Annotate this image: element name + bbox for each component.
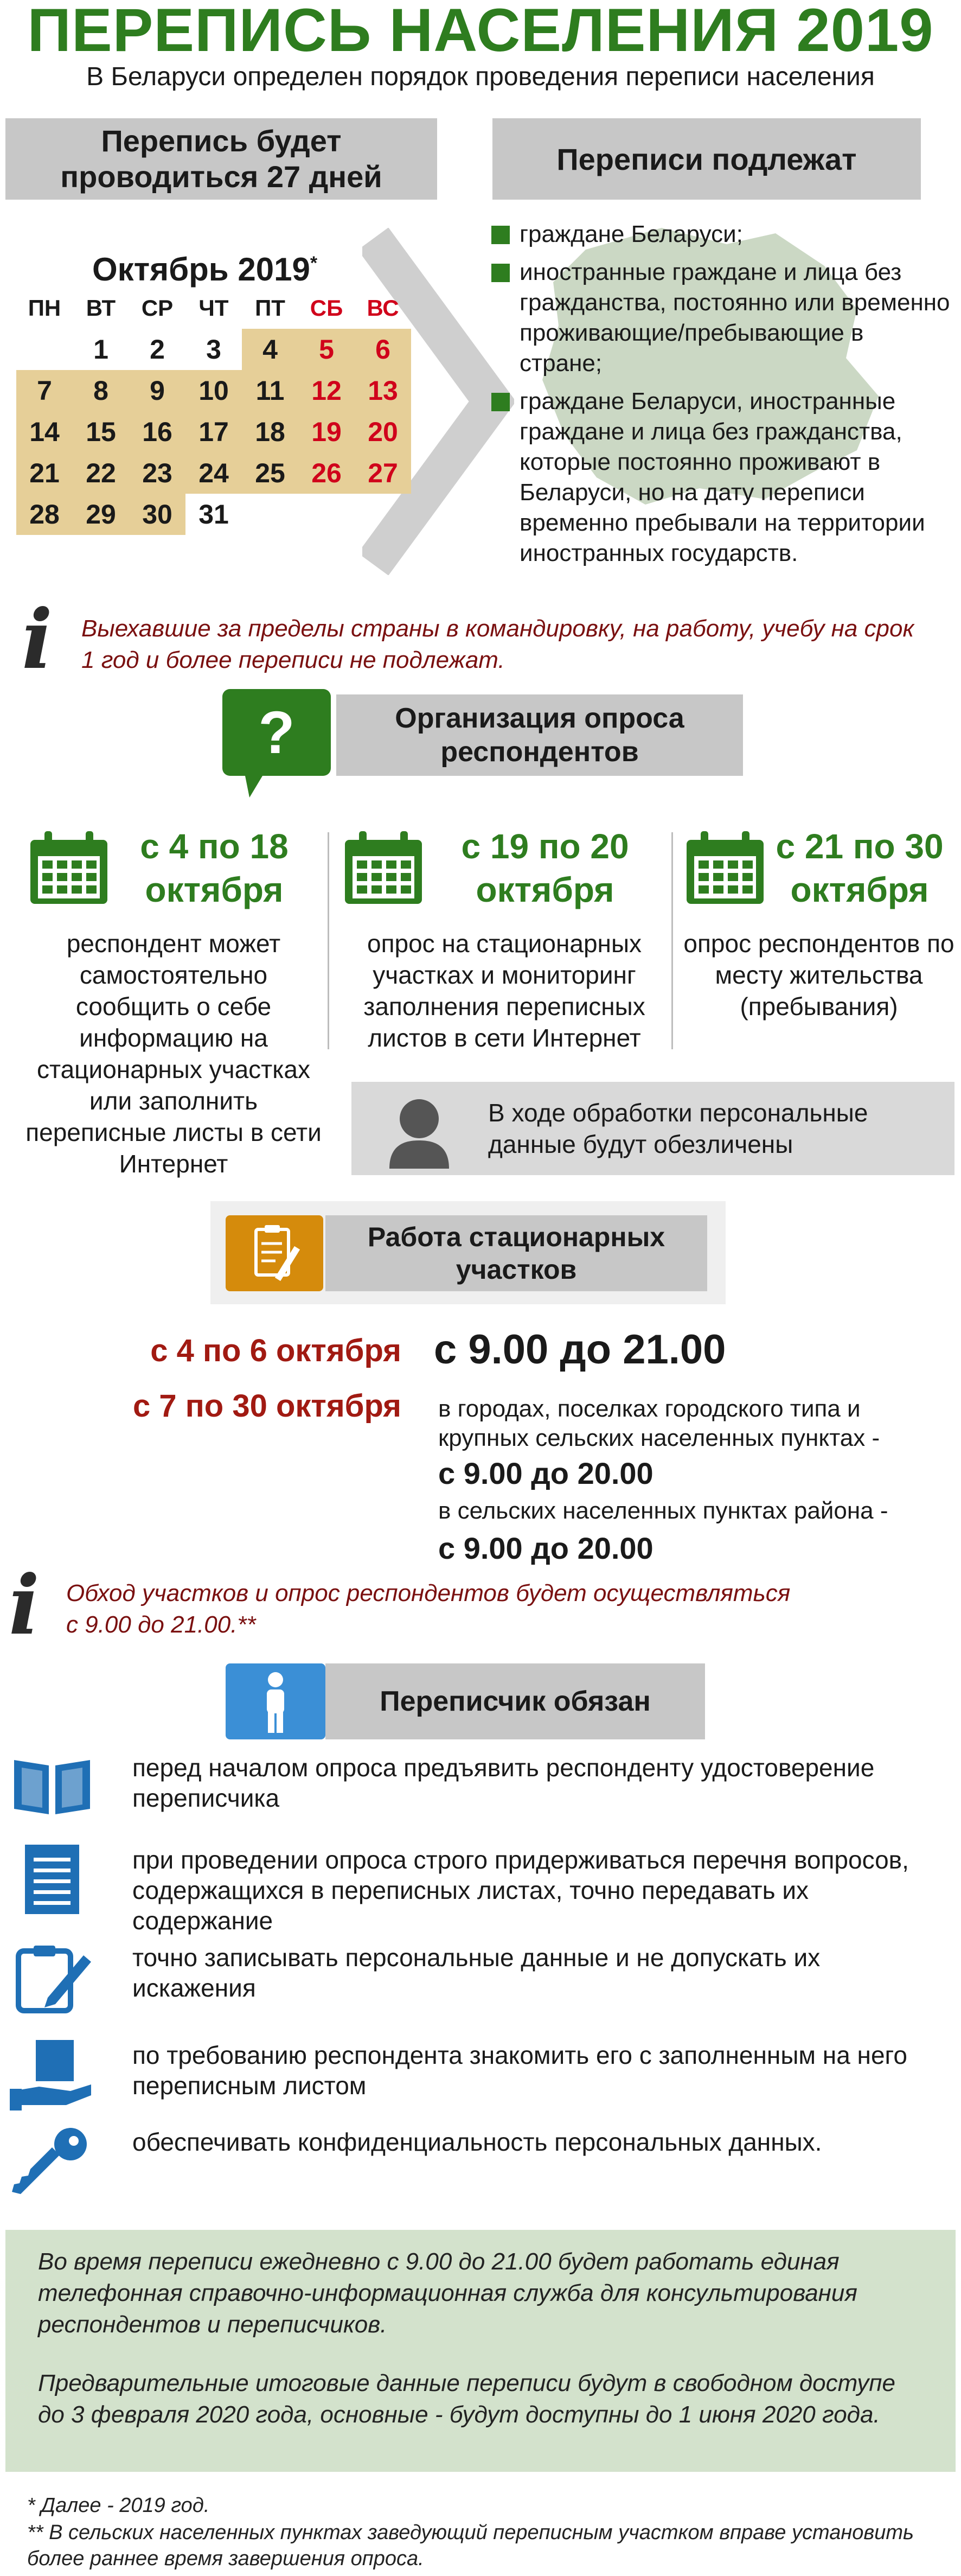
period-title: [103, 825, 325, 911]
calendar-weekday: ПН: [28, 295, 61, 321]
subjects-box: [492, 118, 921, 200]
stations-title-line2: участков: [456, 1254, 577, 1285]
calendar-title-mark: *: [310, 253, 318, 273]
duration-line1: Перепись будет: [101, 124, 342, 158]
period-text: опрос респондентов по месту жительства (пребывания): [683, 929, 954, 1021]
survey-section-title: [336, 694, 743, 776]
hours-date-1: с 4 по 6 октября: [150, 1333, 401, 1368]
subject-item: [491, 386, 952, 569]
calendar-day: 14: [16, 411, 73, 452]
bottom-info-para2: Предварительные итоговые данные переписи будут в свободном доступе до 3 февраля 2020 года, основные - будут доступны до 1 июня 2020 года.: [38, 2370, 895, 2428]
calendar-day: [242, 494, 298, 535]
bottom-info-box: [5, 2230, 956, 2472]
green-square-bullet-icon: [491, 393, 510, 411]
subject-text: граждане Беларуси;: [520, 221, 743, 247]
calendar-day: 31: [198, 499, 229, 530]
hand-document-icon: [10, 2037, 97, 2113]
period-title-line2: октября: [476, 870, 614, 909]
green-square-bullet-icon: [491, 226, 510, 244]
subjects-list: [491, 219, 952, 576]
duties-title-text: Переписчик обязан: [380, 1686, 651, 1717]
calendar-day: 25: [242, 452, 298, 494]
calendar-day: [16, 329, 73, 370]
hours-text-2a-line1: в городах, поселках городского типа и: [438, 1395, 861, 1422]
info-icon-2: i: [9, 1558, 40, 1653]
period-title-line1: с 4 по 18: [140, 827, 289, 866]
hours-text-2b: в сельских населенных пунктах района -: [438, 1497, 888, 1524]
calendar-day: 3: [206, 334, 221, 365]
survey-title-line1: Организация опроса: [395, 703, 684, 734]
subject-text: иностранные граждане и лица без гражданства, постоянно или временно проживающие/пребывающие в стране;: [520, 259, 950, 377]
svg-text:?: ?: [258, 699, 295, 766]
user-avatar-icon: [384, 1093, 454, 1169]
survey-title-line2: респондентов: [440, 736, 639, 768]
calendar-day: 29: [73, 494, 129, 535]
stations-title-line1: Работа стационарных: [367, 1222, 665, 1252]
calendar-day: 6: [355, 329, 411, 370]
period-title-line1: с 19 по 20: [461, 827, 629, 866]
calendar-icon: [343, 830, 424, 906]
calendar-day: 10: [185, 370, 242, 411]
period-text: респондент может самостоятельно сообщить о себе информацию на стационарных участках или заполнить переписные листы в сети Интернет: [25, 929, 322, 1178]
anon-line1: В ходе обработки персональные: [488, 1099, 868, 1127]
period-text: опрос на стационарных участках и мониторинг заполнения переписных листов в сети Интернет: [363, 929, 645, 1052]
calendar-day: 21: [16, 452, 73, 494]
hours-time-2b: с 9.00 до 20.00: [438, 1531, 654, 1565]
calendar-day: [298, 494, 355, 535]
calendar-weekday: СБ: [310, 295, 343, 321]
calendar-day: 13: [355, 370, 411, 411]
subject-item: [491, 257, 952, 379]
calendar-day: 16: [129, 411, 185, 452]
calendar-day: 19: [298, 411, 355, 452]
calendar-icon: [28, 830, 110, 906]
calendar-title-text: Октябрь 2019: [92, 251, 310, 288]
calendar-day: 7: [16, 370, 73, 411]
calendar-day: 12: [298, 370, 355, 411]
calendar-day: 15: [73, 411, 129, 452]
calendar-day: 8: [73, 370, 129, 411]
calendar-weekday: ВС: [367, 295, 399, 321]
note-rounds-line1: Обход участков и опрос респондентов будет осуществляться: [66, 1580, 791, 1606]
calendar-day: 30: [129, 494, 185, 535]
subjects-label: Переписи подлежат: [556, 142, 857, 176]
calendar-weekday: ВТ: [86, 295, 116, 321]
duty-text: при проведении опроса строго придерживаться перечня вопросов, содержащихся в переписных листах, точно передавать их содержание: [132, 1846, 909, 1935]
key-icon: [10, 2124, 97, 2199]
calendar-day: 1: [93, 334, 108, 365]
calendar-day: 20: [355, 411, 411, 452]
note-rounds-line2: с 9.00 до 21.00.**: [66, 1611, 256, 1638]
duration-line2: проводиться 27 дней: [60, 160, 382, 194]
hours-time-1: с 9.00 до 21.00: [434, 1327, 726, 1373]
subject-text: граждане Беларуси, иностранные граждане и лица без гражданства, которые постоянно проживают в Беларуси, но на дату переписи временно пребывали на территории иностранных государств.: [520, 388, 925, 566]
calendar-day: 4: [242, 329, 298, 370]
anon-line2: данные будут обезличены: [488, 1130, 793, 1158]
calendar-day: 5: [298, 329, 355, 370]
calendar-weekday: СР: [141, 295, 174, 321]
document-lines-icon: [10, 1841, 97, 1917]
calendar-day: 28: [16, 494, 73, 535]
edit-pen-icon: [10, 1939, 97, 2015]
duties-section-title: [325, 1663, 705, 1739]
book-icon: [10, 1749, 97, 1825]
note-rounds: [66, 1578, 934, 1641]
green-square-bullet-icon: [491, 264, 510, 282]
calendar-day: 2: [150, 334, 165, 365]
calendar-day: 9: [129, 370, 185, 411]
period-title: [418, 825, 672, 911]
calendar-day: 23: [129, 452, 185, 494]
period-divider-1: [328, 832, 329, 1049]
anon-note-box: [351, 1082, 954, 1175]
period-title-line1: с 21 по 30: [776, 827, 944, 866]
clipboard-pen-icon: [226, 1215, 323, 1291]
bottom-info-para1: Во время переписи ежедневно с 9.00 до 21.00 будет работать единая телефонная справочно-информационная служба для консультирования респондентов и переписчиков.: [38, 2248, 857, 2338]
hours-text-2a-line2: крупных сельских населенных пунктах -: [438, 1425, 880, 1451]
stations-section-title: [325, 1215, 707, 1291]
calendar-grid: [16, 288, 411, 535]
main-title: ПЕРЕПИСЬ НАСЕЛЕНИЯ 2019: [27, 0, 934, 64]
calendar-day: 18: [242, 411, 298, 452]
duty-text: точно записывать персональные данные и не допускать их искажения: [132, 1943, 821, 2002]
period-title: [759, 825, 960, 911]
calendar-day: 27: [355, 452, 411, 494]
calendar-day: 17: [185, 411, 242, 452]
hours-date-2: с 7 по 30 октября: [133, 1388, 401, 1424]
calendar-weekday: ПТ: [255, 295, 285, 321]
note-abroad: Выехавшие за пределы страны в командировку, на работу, учебу на срок 1 год и более переписи не подлежат.: [81, 615, 914, 673]
duty-text: по требованию респондента знакомить его с заполненным на него переписным листом: [132, 2041, 907, 2100]
duty-text: обеспечивать конфиденциальность персональных данных.: [132, 2128, 822, 2156]
footnote-1: * Далее - 2019 год.: [27, 2494, 210, 2517]
duty-text: перед началом опроса предъявить респонденту удостоверение переписчика: [132, 1754, 875, 1812]
calendar-day: 26: [298, 452, 355, 494]
anon-note-text: [488, 1097, 868, 1160]
subtitle: В Беларуси определен порядок проведения переписи населения: [86, 62, 875, 91]
period-title-line2: октября: [790, 870, 929, 909]
hours-time-2a: с 9.00 до 20.00: [438, 1456, 654, 1490]
calendar-day: 22: [73, 452, 129, 494]
period-title-line2: октября: [145, 870, 284, 909]
person-icon: [226, 1663, 325, 1739]
subject-item: [491, 219, 952, 250]
duration-box: [5, 118, 437, 200]
calendar-day: 24: [185, 452, 242, 494]
hours-text-2a: [438, 1394, 953, 1453]
footnote-2: ** В сельских населенных пунктах заведующий переписным участком вправе установить более раннее время завершения опроса.: [27, 2521, 914, 2570]
calendar-day: 11: [242, 370, 298, 411]
info-icon: i: [22, 592, 53, 687]
calendar-weekday: ЧТ: [198, 295, 229, 321]
question-icon: [222, 689, 331, 798]
calendar-title: [92, 244, 317, 289]
calendar-day: [355, 494, 411, 535]
period-divider-2: [671, 832, 673, 1049]
calendar-icon: [684, 830, 766, 906]
